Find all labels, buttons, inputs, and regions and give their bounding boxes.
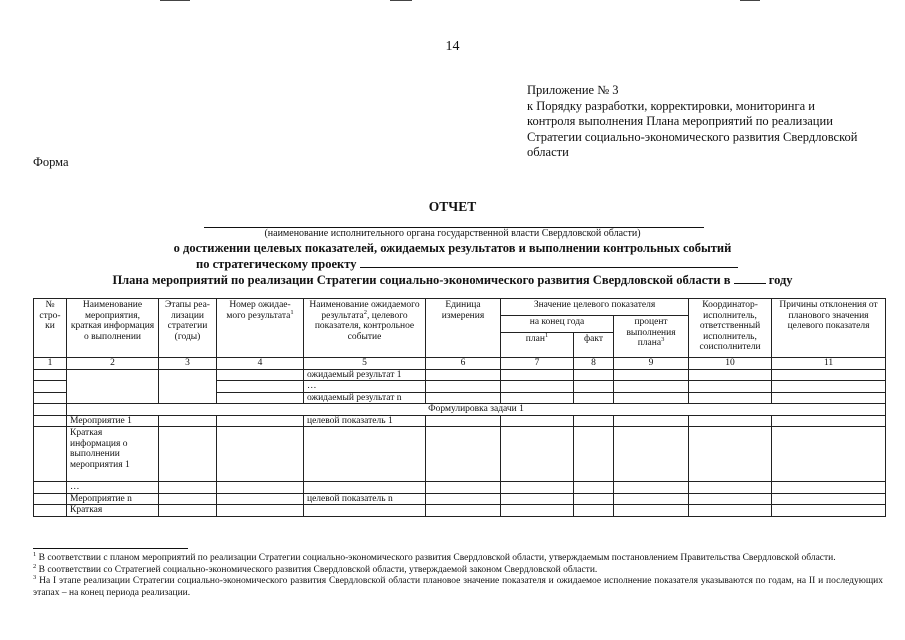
org-caption: (наименование исполнительного органа государственной власти Свердловской области) [264,228,641,239]
header-unit: Единица измерения [426,299,501,358]
column-number: 4 [217,358,304,370]
header-target-value: Значение целевого показателя [501,299,689,316]
heading-line-2-text: по стратегическому проекту [196,257,357,271]
header-end-of-year: на конец года [501,316,614,333]
header-plan: план$^1$ [501,333,574,358]
brief-info-1: Краткая информация о выполнении мероприятия 1 [67,427,159,482]
header-result-name: Наименование ожидаемого результата$^2$, целевого показателя, контрольное событие [304,299,426,358]
appendix-line-3: контроля выполнения Плана мероприятий по реализации [527,114,833,128]
event-1: Мероприятие 1 [67,415,159,427]
target-indicator-1: целевой показатель 1 [304,415,426,427]
column-number-row [34,358,886,370]
table-row [34,482,886,494]
table-row [34,505,886,517]
footnote-1: $^1$ В соответствии с планом мероприятий по реализации Стратегии социально-экономического развития Свердловской области, утверждаемым постановлением Правительства Свердловской области. [33,550,836,563]
appendix-block [527,83,887,161]
ellipsis: … [304,381,426,393]
form-label: Форма [33,155,69,169]
header-coordinator: Координатор-исполнитель, ответственный исполнитель, соисполнители [689,299,772,358]
top-rule-center [390,0,412,1]
page-number: 14 [445,39,460,54]
header-percent: процент выполнения плана$^3$ [614,316,689,358]
task-formulation: Формулировка задачи 1 [67,404,886,416]
footnote-3: $^3$ На I этапе реализации Стратегии социально-экономического развития Свердловской области плановое значение показателя и ожидаемое исполнение показателя указываются по годам, на II и последующих этапах – на конец периода реализации. [33,573,883,598]
column-number: 2 [67,358,159,370]
appendix-line-2: к Порядку разработки, корректировки, мониторинга и [527,98,815,113]
appendix-line-1: Приложение № 3 [527,83,619,97]
table-row [34,427,886,482]
heading-line-3-year: году [768,273,793,287]
heading-line-1: о достижении целевых показателей, ожидаемых результатов и выполнении контрольных событий [173,241,732,255]
column-number: 3 [159,358,217,370]
expected-result-1: ожидаемый результат 1 [304,369,426,381]
report-title: ОТЧЕТ [428,199,477,214]
header-stages: Этапы реа-лизации стратегии (годы) [159,299,217,358]
target-indicator-n: целевой показатель n [304,493,426,505]
expected-result-n: ожидаемый результат n [304,392,426,404]
column-number: 10 [689,358,772,370]
heading-line-3-text: Плана мероприятий по реализации Стратегии социально-экономического развития Свердловской области в [112,273,731,287]
footnote-2: $^2$ В соответствии со Стратегией социально-экономического развития Свердловской области, утверждаемой законом Свердловской области. [33,562,598,575]
header-row-number: № стро-ки [34,299,67,358]
appendix-line-5: области [527,145,569,159]
footnotes [33,550,883,599]
table-row [34,493,886,505]
event-n: Мероприятие n [67,493,159,505]
column-number: 9 [614,358,689,370]
top-rule-left [160,0,190,1]
table-row [34,404,886,416]
column-number: 1 [34,358,67,370]
heading-line-2 [196,256,738,272]
report-table [33,298,886,517]
table-row [34,369,886,381]
heading-line-3 [0,272,905,288]
year-blank [734,272,766,284]
table-row [34,415,886,427]
ellipsis-2: … [67,482,159,494]
footnote-separator [33,548,188,549]
top-rule-right [740,0,760,1]
column-number: 8 [574,358,614,370]
column-number: 11 [772,358,886,370]
header-fact: факт [574,333,614,358]
appendix-line-4: Стратегии социально-экономического развития Свердловской [527,129,858,144]
column-number: 7 [501,358,574,370]
header-deviation-reasons: Причины отклонения от планового значения целевого показателя [772,299,886,358]
brief-info-partial: Краткая [67,505,159,517]
column-number: 6 [426,358,501,370]
header-event-name: Наименование мероприятия, краткая информация о выполнении [67,299,159,358]
project-name-blank [360,256,738,268]
column-number: 5 [304,358,426,370]
header-result-number: Номер ожидае-мого результата$^1$ [217,299,304,358]
